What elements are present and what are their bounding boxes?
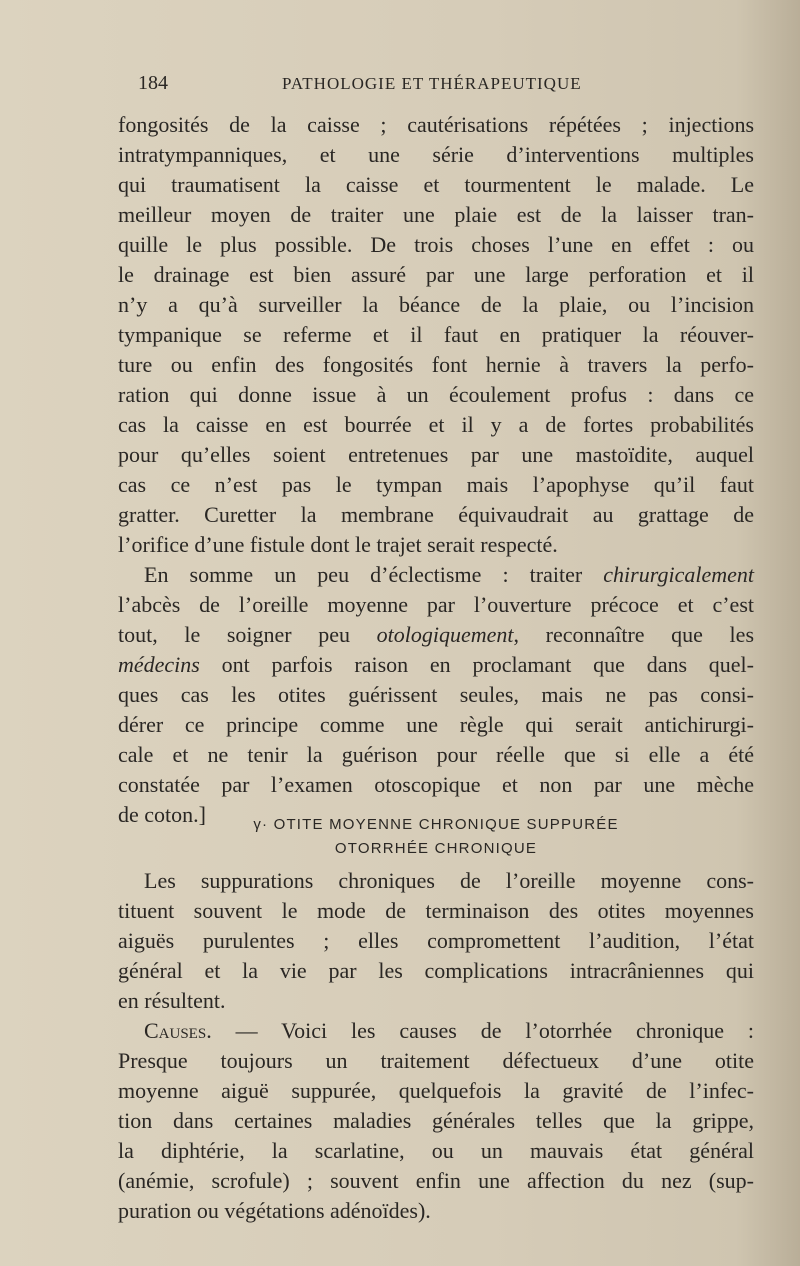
text-line: Presque toujours un traitement défectueux d’une otite	[118, 1048, 754, 1073]
text-line: n’y a qu’à surveiller la béance de la plaie, ou l’incision	[118, 292, 754, 317]
text-line	[118, 560, 754, 590]
text-line: (anémie, scrofule) ; souvent enfin une affection du nez (sup-	[118, 1168, 754, 1193]
small-caps-run: Causes	[144, 1018, 207, 1043]
paragraph-2	[118, 560, 754, 830]
body-text-upper	[118, 110, 754, 830]
text-line: fongosités de la caisse ; cautérisations répétées ; injections	[118, 112, 754, 137]
text-line: ture ou enfin des fongosités font hernie à travers la perfo-	[118, 352, 754, 377]
text-line: intratympanniques, et une série d’interventions multiples	[118, 142, 754, 167]
text-line: l’orifice d’une fistule dont le trajet serait respecté.	[118, 532, 558, 557]
italic-run: médecins	[118, 652, 200, 677]
text-line: ques cas les otites guérissent seules, mais ne pas consi-	[118, 682, 754, 707]
section-heading	[118, 813, 754, 861]
text-line: cas la caisse en est bourrée et il y a de fortes probabilités	[118, 412, 754, 437]
text-run: En somme un peu d’éclectisme : traiter	[144, 562, 604, 587]
text-line	[118, 620, 754, 650]
text-line: quille le plus possible. De trois choses l’une en effet : ou	[118, 232, 754, 257]
text-line: dérer ce principe comme une règle qui serait antichirurgi-	[118, 712, 754, 737]
paragraph-3	[118, 866, 754, 1016]
text-line: puration ou végétations adénoïdes).	[118, 1198, 431, 1223]
paragraph-4	[118, 1016, 754, 1226]
italic-run: chirurgicalement	[603, 562, 754, 587]
text-line: meilleur moyen de traiter une plaie est de la laisser tran-	[118, 202, 754, 227]
text-line: gratter. Curetter la membrane équivaudrait au grattage de	[118, 502, 754, 527]
text-line: pour qu’elles soient entretenues par une mastoïdite, auquel	[118, 442, 754, 467]
text-run: , reconnaître que les	[513, 622, 755, 647]
text-line: ration qui donne issue à un écoulement profus : dans ce	[118, 382, 754, 407]
text-line: moyenne aiguë suppurée, quelquefois la gravité de l’infec-	[118, 1078, 754, 1103]
text-line: de coton.]	[118, 802, 206, 827]
text-line: aiguës purulentes ; elles compromettent l’audition, l’état	[118, 928, 754, 953]
text-line: tituent souvent le mode de terminaison des otites moyennes	[118, 898, 754, 923]
text-line: qui traumatisent la caisse et tourmentent le malade. Le	[118, 172, 754, 197]
text-line	[118, 1016, 754, 1046]
text-line: la diphtérie, la scarlatine, ou un mauvais état général	[118, 1138, 754, 1163]
text-line: constatée par l’examen otoscopique et non par une mèche	[118, 772, 754, 797]
text-line: le drainage est bien assuré par une large perforation et il	[118, 262, 754, 287]
text-line: cas ce n’est pas le tympan mais l’apophyse qu’il faut	[118, 472, 754, 497]
text-line: général et la vie par les complications intracrâniennes qui	[118, 958, 754, 983]
text-line: tion dans certaines maladies générales telles que la grippe,	[118, 1108, 754, 1133]
text-line: en résultent.	[118, 988, 226, 1013]
text-run: ont parfois raison en proclamant que dans quel-	[199, 652, 754, 677]
heading-line-1: γ· OTITE MOYENNE CHRONIQUE SUPPURÉE	[253, 816, 619, 833]
body-text-lower	[118, 866, 754, 1226]
text-line: cale et ne tenir la guérison pour réelle que si elle a été	[118, 742, 754, 767]
text-run: . — Voici les causes de l’otorrhée chronique :	[206, 1018, 754, 1043]
text-line: Les suppurations chroniques de l’oreille moyenne cons-	[144, 868, 754, 893]
italic-run: otologiquement	[376, 622, 514, 647]
paragraph-1	[118, 110, 754, 560]
page-header	[138, 72, 614, 100]
text-run: tout, le soigner peu	[118, 622, 377, 647]
page-number: 184	[138, 72, 168, 94]
text-line: tympanique se referme et il faut en pratiquer la réouver-	[118, 322, 754, 347]
text-line: l’abcès de l’oreille moyenne par l’ouverture précoce et c’est	[118, 592, 754, 617]
heading-line-2: OTORRHÉE CHRONIQUE	[334, 840, 538, 857]
running-title: PATHOLOGIE ET THÉRAPEUTIQUE	[282, 74, 582, 93]
text-line	[118, 650, 754, 680]
